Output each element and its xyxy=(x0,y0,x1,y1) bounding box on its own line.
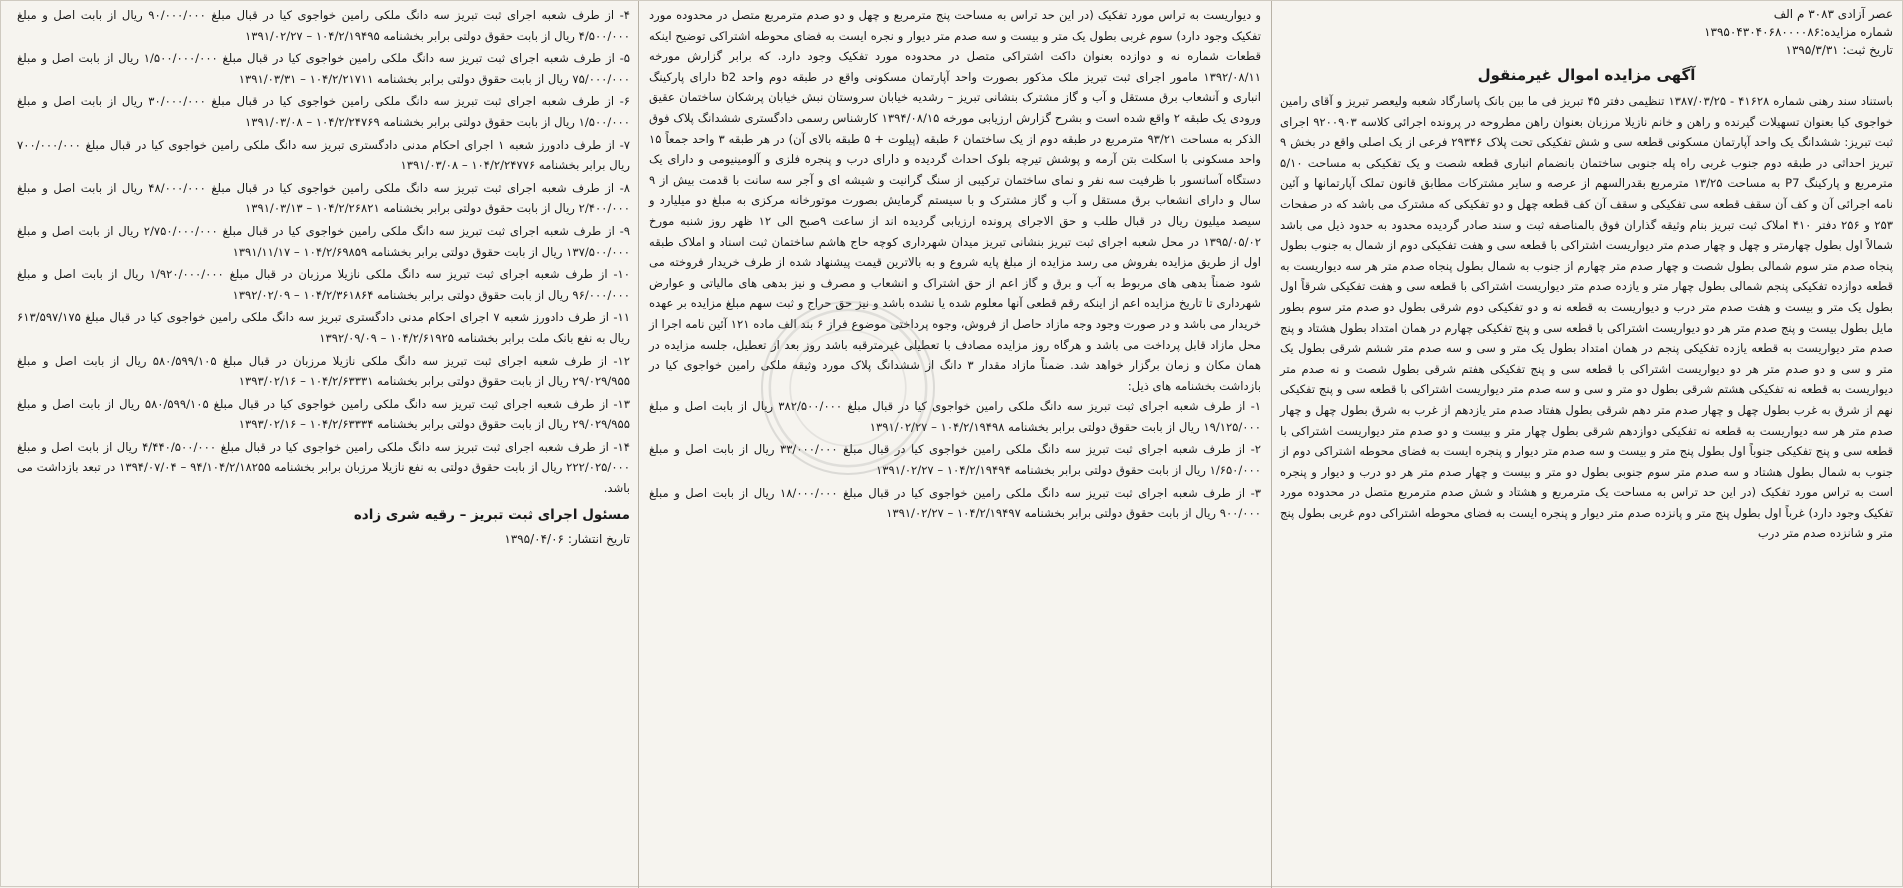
ad-header xyxy=(1280,5,1893,59)
auction-terms: و دیواریست به تراس مورد تفکیک (در این حد تراس به مساحت پنج مترمربع و چهل و دو صدم مترمربع متصل در محدوده مورد تفکیک وجود دارد) سوم غربی بطول یک متر و بیست و سه صدم متر دیوار و نجره ایست به فضای محوطه اشتراکی توضیح اینکه قطعات شماره نه و دوازده بعنوان داکت اشتراکی متصل در محدوده مورد تفکیک وجود دارد. که برابر گزارش مورخه ۱۳۹۲/۰۸/۱۱ مامور اجرای ثبت تبریز ملک مذکور بصورت واحد آپارتمان مسکونی واقع در طبقه دوم واحد b2 دارای پارکینگ انباری و آنشعاب برق مستقل و آب و گاز مشترک بنشانی تبریز – رشدیه خیابان سروستان نبش خیابان پرشکان ساختمان عقیق ورودی یک طبقه ۲ واقع شده است و بشرح گزارش ارزیابی مورخه ۱۳۹۴/۰۸/۱۵ کارشناس رسمی دادگستری ششدانگ پلاک فوق الذکر به مساحت ۹۳/۲۱ مترمربع در طبقه دوم از یک ساختمان ۶ طبقه (پیلوت + ۵ طبقه بالای آن) در هر طبقه ۳ واحد جمعاً ۱۵ واحد مسکونی با اسکلت بتن آرمه و پوشش تیرچه بلوک احداث گردیده و دارای درب و پنجره فلزی و آلومینیومی و دارای یک دستگاه آسانسور با ظرفیت سه نفر و نمای ساختمان ترکیبی از سنگ گرانیت و شیشه ای و آجر سه سانت با قدمت بیش از ۹ سال و دارای انشعاب برق مستقل و آب و گاز مشترک و با سیستم گرمایش بصورت موتورخانه مرکزی به مبلغ دو میلیارد و سیصد میلیون ریال در قبال طلب و حق الاجرای پرونده ارزیابی گردیده اند از ساعت ۹صبح الی ۱۲ ظهر روز شنبه مورخ ۱۳۹۵/۰۵/۰۲ در محل شعبه اجرای ثبت تبریز بنشانی تبریز میدان شهرداری کوچه حاج هاشم ساختمان ثبت اسناد و املاک طبقه اول از طریق مزایده بفروش می رسد مزایده از مبلغ پایه شروع و به بالاترین قیمت پیشنهاد شده از طرف خریدار فروخته می شود ضمناً بدهی های مربوط به آب و برق و گاز اعم از حق اشتراک و انشعاب و مصرف و نیز بدهی های مالیاتی و عوارض شهرداری تا تاریخ مزایده اعم از اینکه رقم قطعی آنها معلوم شده یا نشده باشد و نیز حق حراج و ثبت سهم مبلغ مزایده بر عهده خریدار می باشد و در صورت وجود وجه مازاد حاصل از فروش، وجوه پرداختی موضوع فراز ۶ بند الف ماده ۱۲۱ آئین نامه اجرا از محل مازاد قابل پرداخت می باشد و هرگاه روز مزایده مصادف با تعطیلی غیرمترقبه باشد روز بعد از تعطیل، جلسه مزایده در همان مکان و زمان برگزار خواهد شد. ضمناً مازاد مقدار ۳ دانگ از ششدانگ پلاک مورد وثیقه ملکی رامین خواجوی کیا در بازداشت بخشنامه های ذیل: xyxy=(649,8,1262,393)
left-column xyxy=(9,1,636,888)
lien-item: ۱۴- از طرف شعبه اجرای ثبت تبریز سه دانگ ملکی رامین خواجوی کیا در قبال مبلغ ۴/۴۴۰/۵۰۰/۰۰۰ ریال از بابت اصل و مبلغ ۲۲۲/۰۲۵/۰۰۰ ریال از بابت حقوق دولتی به نفع نازیلا مرزبان برابر بخشنامه ۹۴/۱۰۴/۲/۱۸۲۵۵ – ۱۳۹۴/۰۷/۰۴ در تبعد بازداشت می باشد. xyxy=(17,439,630,496)
lien-item: ۱- از طرف شعبه اجرای ثبت تبریز سه دانگ ملکی رامین خواجوی کیا در قبال مبلغ ۳۸۲/۵۰۰/۰۰۰ ریال از بابت اصل و مبلغ ۱۹/۱۲۵/۰۰۰ ریال از بابت حقوق دولتی برابر بخشنامه ۱۰۴/۲/۱۹۴۹۸ – ۱۳۹۱/۰۲/۲۷ xyxy=(649,399,1261,434)
property-description: باستناد سند رهنی شماره ۴۱۶۲۸ - ۱۳۸۷/۰۳/۲۵ تنظیمی دفتر ۴۵ تبریز فی ما بین بانک پاسارگاد شعبه ولیعصر تبریز و آقای رامین خواجوی کیا بعنوان تسهیلات گیرنده و راهن و خانم نازیلا مرزبان بعنوان راهن مطروحه در پرونده اجرائی کلاسه ۹۲۰۰۹۰۳ اجرای ثبت تبریز: ششدانگ یک واحد آپارتمان مسکونی قطعه سی و شش تفکیکی تحت پلاک ۲۹۳۴۶ فرعی از یک اصلی واقع در بخش ۹ تبریز احداثی در طبقه دوم جنوب غربی راه پله جنوبی ساختمان بانضمام انباری قطعه شصت و یک تفکیکی به مساحت ۵/۱۰ مترمربع و پارکینگ P7 به مساحت ۱۳/۲۵ مترمربع بقدرالسهم از عرصه و سایر مشترکات مطابق قانون تملک آپارتمانها و آئین نامه اجرائی آن و کف آن سقف قطعه سی تفکیکی و سقف آن کف قطعه چهل و دو تفکیکی که مشترک می باشد که در صفحات ۲۵۳ و ۲۵۶ دفتر ۴۱۰ املاک ثبت تبریز بنام وثیقه گذاران فوق بالمناصفه ثبت و سند صادر گردیده محدود به حدود ذیل می باشد شمالاً اول بطول چهارمتر و چهل و چهار صدم متر دیواریست اشتراکی با قطعه سی و هفت تفکیکی دوم از شمال به جنوب بطول پنجاه صدم متر سوم شمالی بطول شصت و چهار صدم متر چهارم از جنوب به شمال بطول پنجاه صدم متر هر سه دیواریست به قطعه دوازده تفکیکی پنجم شمالی بطول چهار متر و یازده صدم متر دیواریست اشتراکی با قطعه سی و هفت تفکیکی شرقاً اول بطول یک متر و بیست و هفت صدم متر درب و دیواریست به قطعه نه و دو تفکیکی دوم شرقی بطول دو صدم متر سوم بطور مایل بطول بیست و پنج صدم متر هر دو دیواریست اشتراکی با قطعه سی و پنج تفکیکی چهارم در همان امتداد بطول هشتاد و پنج صدم متر دیواریست به قطعه یازده تفکیکی پنجم در همان امتداد بطول یک متر و سی و سه صدم متر ششم شرقی بطول یک متر و سی و دو صدم متر هر دو دیواریست اشتراکی با قطعه سی و پنج تفکیکی هفتم شرقی بطول شصت و نه صدم متر دیواریست به قطعه نه تفکیکی هشتم شرقی بطول دو متر و سی و سه صدم متر دیواریست اشتراکی با قطعه سی و پنج تفکیکی نهم از شرق به غرب بطول چهل و چهار صدم متر دهم شرقی بطول هفتاد صدم متر یازدهم از غرب به شرق بطول چهل و چهار صدم متر هر سه دیواریست به قطعه نه تفکیکی دوازدهم شرقی بطول چهار متر و بیست و دو صدم متر دیواریست اشتراکی با قطعه سی و پنج تفکیکی جنوباً اول بطول پنج متر و بیست و سه صدم متر دیوار و پنجره ایست به فضای محوطه اشتراکی دوم از جنوب به شمال بطول هشتاد و سه صدم متر سوم جنوبی بطول دو متر و بیست و چهار صدم متر هر دو درب و دیوار و پنجره است به تراس مورد تفکیک (در این حد تراس به مساحت یک مترمربع و هشتاد و شش صدم مترمربع متصل در محدوده مورد تفکیک وجود دارد) غرباً اول بطول پنج متر و پانزده صدم متر دیوار و پنجره ایست به فضای محوطه اشتراکی دوم غربی بطول پنج متر و شانزده صدم متر درب xyxy=(1280,94,1893,541)
publish-date: تاریخ انتشار: ۱۳۹۵/۰۴/۰۶ xyxy=(504,532,630,547)
right-column xyxy=(1274,1,1901,888)
column-divider xyxy=(638,1,639,888)
lien-item: ۴- از طرف شعبه اجرای ثبت تبریز سه دانگ ملکی رامین خواجوی کیا در قبال مبلغ ۹۰/۰۰۰/۰۰۰ ریال از بابت اصل و مبلغ ۴/۵۰۰/۰۰۰ ریال از بابت حقوق دولتی برابر بخشنامه ۱۰۴/۲/۱۹۴۹۵ – ۱۳۹۱/۰۲/۲۷ xyxy=(17,8,630,43)
newspaper-ref: عصر آزادی ۳۰۸۳ م الف xyxy=(1773,7,1893,21)
lien-item: ۱۰- از طرف شعبه اجرای ثبت تبریز سه دانگ ملکی نازیلا مرزبان در قبال مبلغ ۱/۹۲۰/۰۰۰/۰۰۰ ریال از بابت اصل و مبلغ ۹۶/۰۰۰/۰۰۰ ریال از بابت حقوق دولتی برابر بخشنامه ۱۰۴/۲/۳۶۱۸۶۴ – ۱۳۹۲/۰۲/۰۹ xyxy=(17,267,630,302)
lien-item: ۶- از طرف شعبه اجرای ثبت تبریز سه دانگ ملکی رامین خواجوی کیا در قبال مبلغ ۳۰/۰۰۰/۰۰۰ ریال از بابت اصل و مبلغ ۱/۵۰۰/۰۰۰ ریال از بابت حقوق دولتی برابر بخشنامه ۱۰۴/۲/۲۴۷۶۹ – ۱۳۹۱/۰۳/۰۸ xyxy=(17,94,630,129)
registration-date: تاریخ ثبت: ۱۳۹۵/۳/۳۱ xyxy=(1785,43,1893,57)
lien-item: ۵- از طرف شعبه اجرای ثبت تبریز سه دانگ ملکی رامین خواجوی کیا در قبال مبلغ ۱/۵۰۰/۰۰۰/۰۰۰ ریال از بابت اصل و مبلغ ۷۵/۰۰۰/۰۰۰ ریال از بابت حقوق دولتی برابر بخشنامه ۱۰۴/۲/۲۱۷۱۱ – ۱۳۹۱/۰۳/۳۱ xyxy=(17,51,631,86)
lien-item: ۳- از طرف شعبه اجرای ثبت تبریز سه دانگ ملکی رامین خواجوی کیا در قبال مبلغ ۱۸/۰۰۰/۰۰۰ ریال از بابت اصل و مبلغ ۹۰۰/۰۰۰ ریال از بابت حقوق دولتی برابر بخشنامه ۱۰۴/۲/۱۹۴۹۷ – ۱۳۹۱/۰۲/۲۷ xyxy=(649,485,1262,521)
signature-line: مسئول اجرای ثبت تبریز – رقیه شری زاده xyxy=(353,506,630,523)
lien-item: ۱۱- از طرف دادورز شعبه ۷ اجرای احکام مدنی دادگستری تبریز سه دانگ ملکی رامین خواجوی کیا در قبال مبلغ ۶۱۳/۵۹۷/۱۷۵ ریال به نفع بانک ملت برابر بخشنامه ۱۰۴/۲/۶۱۹۲۵ – ۱۳۹۲/۰۹/۰۹ xyxy=(17,310,630,345)
middle-column xyxy=(641,1,1269,888)
lien-item: ۹- از طرف شعبه اجرای ثبت تبریز سه دانگ ملکی رامین خواجوی کیا در قبال مبلغ ۲/۷۵۰/۰۰۰/۰۰۰ ریال از بابت اصل و مبلغ ۱۳۷/۵۰۰/۰۰۰ ریال از بابت حقوق دولتی برابر بخشنامه ۱۰۴/۲/۶۹۸۵۹ – ۱۳۹۱/۱۱/۱۷ xyxy=(17,223,631,259)
column-divider xyxy=(1271,1,1272,888)
lien-item: ۱۳- از طرف شعبه اجرای ثبت تبریز سه دانگ ملکی رامین خواجوی کیا در قبال مبلغ ۵۸۰/۵۹۹/۱۰۵ ریال از بابت اصل و مبلغ ۲۹/۰۲۹/۹۵۵ ریال از بابت حقوق دولتی برابر بخشنامه ۱۰۴/۲/۶۳۳۳۴ – ۱۳۹۳/۰۲/۱۶ xyxy=(17,396,630,432)
lien-item: ۸- از طرف شعبه اجرای ثبت تبریز سه دانگ ملکی رامین خواجوی کیا در قبال مبلغ ۴۸/۰۰۰/۰۰۰ ریال از بابت اصل و مبلغ ۲/۴۰۰/۰۰۰ ریال از بابت حقوق دولتی برابر بخشنامه ۱۰۴/۲/۲۶۸۲۱ – ۱۳۹۱/۰۳/۱۳ xyxy=(17,180,630,216)
lien-item: ۱۲- از طرف شعبه اجرای ثبت تبریز سه دانگ ملکی نازیلا مرزبان در قبال مبلغ ۵۸۰/۵۹۹/۱۰۵ ریال از بابت اصل و مبلغ ۲۹/۰۲۹/۹۵۵ ریال از بابت حقوق دولتی برابر بخشنامه ۱۰۴/۲/۶۳۳۳۱ – ۱۳۹۳/۰۲/۱۶ xyxy=(17,353,631,389)
lien-item: ۲- از طرف شعبه اجرای ثبت تبریز سه دانگ ملکی رامین خواجوی کیا در قبال مبلغ ۳۳/۰۰۰/۰۰۰ ریال از بابت اصل و مبلغ ۱/۶۵۰/۰۰۰ ریال از بابت حقوق دولتی برابر بخشنامه ۱۰۴/۲/۱۹۴۹۴ – ۱۳۹۱/۰۲/۲۷ xyxy=(649,442,1262,478)
auction-number: شماره مزایده:۱۳۹۵۰۴۳۰۴۰۶۸۰۰۰۰۸۶ xyxy=(1704,25,1893,39)
lien-item: ۷- از طرف دادورز شعبه ۱ اجرای احکام مدنی دادگستری تبریز سه دانگ ملکی رامین خواجوی کیا در قبال مبلغ ۷۰۰/۰۰۰/۰۰۰ ریال برابر بخشنامه ۱۰۴/۲/۲۴۷۷۶ – ۱۳۹۱/۰۳/۰۸ xyxy=(17,137,630,173)
ad-title: آگهی مزایده اموال غیرمنقول xyxy=(1477,66,1696,84)
